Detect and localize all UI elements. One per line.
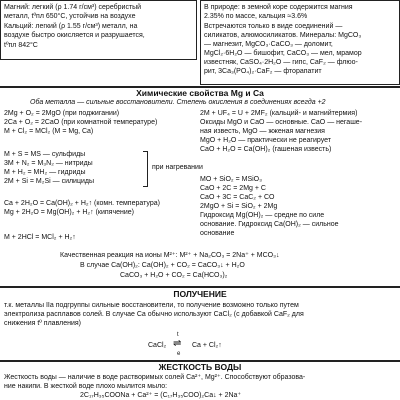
nature-box bbox=[200, 0, 400, 85]
reaction-line: 2Mg + O₂ = 2MgO (при поджигании) bbox=[4, 110, 120, 117]
electrolysis-over: t bbox=[177, 332, 179, 338]
section-title-preparation: ПОЛУЧЕНИЕ bbox=[173, 289, 227, 299]
reaction-line: 2M + UF₄ = U + 2MF₂ (кальций- и магнийтермия) bbox=[200, 110, 358, 117]
properties-line: Кальций: легкий (ρ 1.55 г/см³) металл, на bbox=[4, 23, 138, 30]
nature-line: силикатов, алюмосиликатов. Минералы: MgCO₃ bbox=[204, 32, 362, 39]
section-title-hardness: ЖЕСТКОСТЬ ВОДЫ bbox=[158, 362, 242, 372]
reaction-line: Mg + 2H₂O = Mg(OH)₂ + H₂↑ (кипячение) bbox=[4, 209, 135, 216]
divider bbox=[0, 286, 400, 288]
electrolysis-under: e bbox=[177, 351, 181, 357]
nature-line: — магнезит, MgCO₃·CaCO₃ — доломит, bbox=[204, 41, 333, 48]
reaction-line: основание. Гидроксид Ca(OH)₂ — сильное bbox=[200, 221, 339, 228]
properties-box bbox=[0, 0, 197, 60]
qualitative-line: CaCO₃ + H₂O + CO₂ = Ca(HCO₃)₂ bbox=[120, 272, 228, 279]
reaction-line: Оксиды MgO и CaO — основные. CaO — негаше- bbox=[200, 119, 363, 126]
hardness-line: Жесткость воды — наличие в воде растворимых солей Ca²⁺, Mg²⁺. Способствуют образова- bbox=[4, 374, 306, 381]
nature-line: Встречаются только в виде соединений — bbox=[204, 23, 343, 30]
reaction-line: Гидроксид Mg(OH)₂ — средне по силе bbox=[200, 212, 325, 219]
electrolysis-arrow: ⇌ bbox=[173, 338, 182, 349]
preparation-line: т.к. металлы IIa подгруппы сильные восстановители, то получение возможно только путем bbox=[4, 302, 299, 309]
preparation-line: электролиза расплавов солей. В случае Ca обычно используют CaCl₂ (с добавкой CaF₂ для bbox=[4, 311, 304, 318]
nature-line: MgCl₂·6H₂O — бишофит, CaCO₃ — мел, мрамор bbox=[204, 50, 362, 57]
properties-line: Магний: легкий (ρ 1.74 г/см³) серебристый bbox=[4, 4, 142, 11]
hardness-line: ние накипи. В жесткой воде плохо мылится мыло: bbox=[4, 383, 168, 390]
reaction-line: MgO + H₂O — практически не реагирует bbox=[200, 137, 331, 144]
reaction-line: CaO + H₂O = Ca(OH)₂ (гашеная известь) bbox=[200, 146, 332, 153]
section-title-chemistry: Химические свойства Mg и Ca bbox=[136, 88, 264, 98]
reaction-line: M + 2HCl = MCl₂ + H₂↑ bbox=[4, 234, 76, 241]
preparation-line: снижения tº плавления) bbox=[4, 320, 82, 327]
properties-line: воздухе быстро окисляется и разрушается, bbox=[4, 32, 145, 39]
reaction-line: M + Cl₂ = MCl₂ (M = Mg, Ca) bbox=[4, 128, 94, 135]
reaction-line: M + H₂ = MH₂ — гидриды bbox=[4, 169, 86, 176]
reaction-line: Ca + 2H₂O = Ca(OH)₂ + H₂↑ (комн. температура) bbox=[4, 200, 160, 207]
chemistry-subtitle: Оба металла — сильные восстановители. Степень окисления в соединениях всегда +2 bbox=[30, 99, 326, 106]
properties-line: tºпл 842°С bbox=[4, 42, 38, 49]
reaction-line: CaO + 3C = CaC₂ + CO bbox=[200, 194, 275, 201]
nature-line: В природе: в земной коре содержится магния bbox=[204, 4, 353, 11]
electrolysis-products: Ca + Cl₂↑ bbox=[192, 342, 222, 349]
reaction-line: 2M + Si = M₂Si — силициды bbox=[4, 178, 95, 185]
hardness-line: 2C₁₇H₃₅COONa + Ca²⁺ = (C₁₇H₃₅COO)₂Ca↓ + 2Na⁺ bbox=[80, 392, 242, 399]
reaction-line: 3M + N₂ = M₃N₂ — нитриды bbox=[4, 160, 93, 167]
reaction-line: основание bbox=[200, 230, 235, 237]
qualitative-line: Качественная реакция на ионы M²⁺: M²⁺ + Na₂CO₃ = 2Na⁺ + MCO₃↓ bbox=[60, 252, 280, 259]
reaction-line: 2MgO + Si = SiO₂ + 2Mg bbox=[200, 203, 278, 210]
electrolysis-reactant: CaCl₂ bbox=[148, 342, 167, 349]
reaction-line: M + S = MS — сульфиды bbox=[4, 151, 86, 158]
reaction-line: ная известь, MgO — жженая магнезия bbox=[200, 128, 325, 135]
reaction-line: MO + SiO₂ = MSiO₃ bbox=[200, 176, 262, 183]
heating-note: при нагревании bbox=[152, 164, 203, 171]
heating-brace bbox=[143, 151, 148, 187]
properties-line: металл, tºпл 650°С, устойчив на воздухе bbox=[4, 13, 136, 20]
reaction-line: CaO + 2C = 2Mg + C bbox=[200, 185, 266, 192]
reaction-line: 2Ca + O₂ = 2CaO (при комнатной температуре) bbox=[4, 119, 158, 126]
nature-line: рит, 3Ca₃(PO₄)₂·CaF₂ — фторапатит bbox=[204, 68, 322, 75]
qualitative-line: В случае Ca(OH)₂: Ca(OH)₂ + CO₂ = CaCO₃↓ + H₂O bbox=[80, 262, 245, 269]
nature-line: 2.35% по массе, кальция ≈3.6% bbox=[204, 13, 308, 20]
nature-line: известняк, CaSO₄·2H₂O — гипс, CaF₂ — флюо- bbox=[204, 59, 358, 66]
